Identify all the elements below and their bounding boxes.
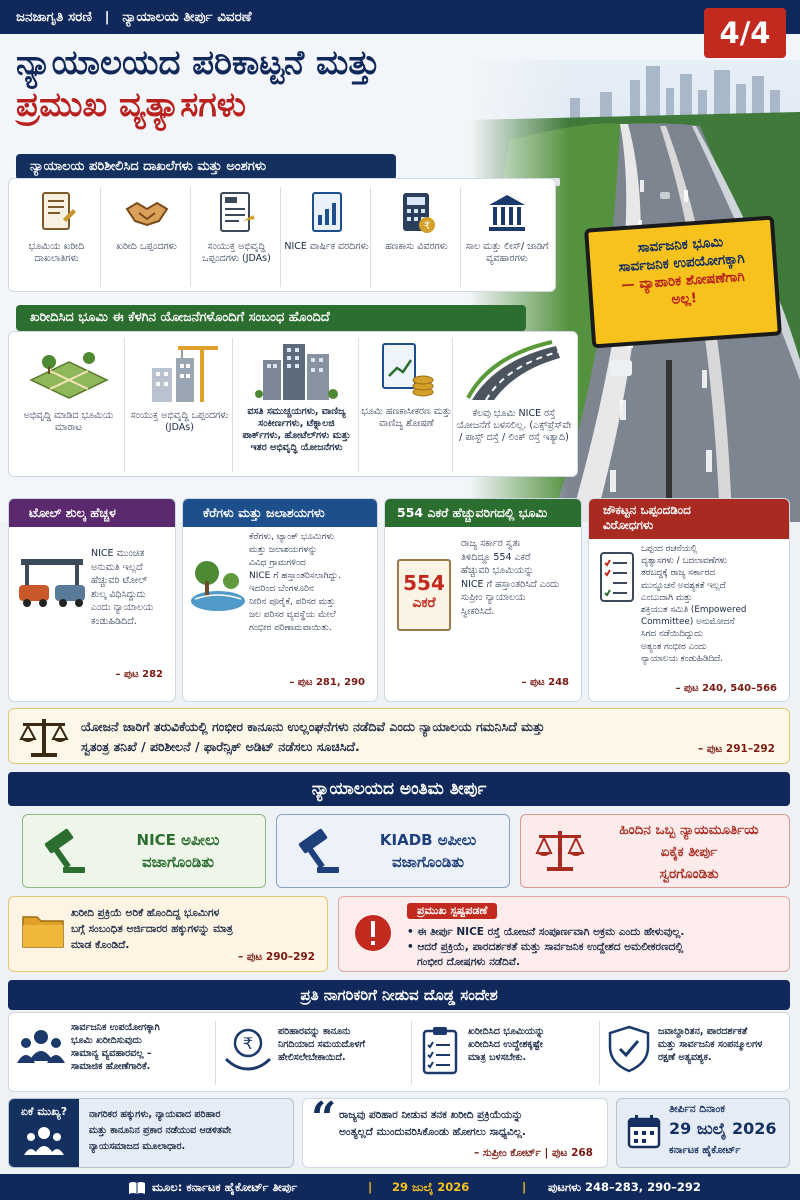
card-line: ಶುಲ್ಕ ವಿಧಿಸಿದ್ದುದು <box>91 588 146 600</box>
why-line: ನಾಗರಿಕರ ಹಕ್ಕುಗಳು, ನ್ಯಾಯವಾದ ಪರಿಹಾರ <box>89 1109 221 1120</box>
doc-item-nice-reports <box>283 187 371 287</box>
sign-line-4: ಅಲ್ಲ! <box>670 290 698 308</box>
public-land-sign <box>584 216 782 349</box>
verdict-line-1: NICE ಅಪೀಲು <box>136 831 220 849</box>
message-text <box>71 1021 160 1073</box>
supreme-court-quote <box>302 1093 608 1168</box>
message-line: ಜವಾಬ್ದಾರಿತನ, ಪಾರದರ್ಶಕತೆ <box>658 1026 748 1037</box>
message-item-accountability <box>599 1021 785 1085</box>
card-line: ಒಪ್ಪಂದ ರಚನೆಯಲ್ಲಿ <box>641 544 698 554</box>
citizen-message-panel <box>8 1012 790 1092</box>
card-line: ಗಂಭೀರ ಪರಿಣಾಮವಾಯಿತು. <box>249 623 332 633</box>
legal-violation-note <box>8 708 790 764</box>
card-body <box>249 531 341 583</box>
gavel-icon <box>291 827 341 877</box>
clarification-bullets <box>407 925 785 970</box>
document-icon <box>37 191 77 235</box>
plan-label: ವಸತಿ ಸಮುಚ್ಚಯಗಳು, ವಾಣಿಜ್ಯ ಸಂಕೀರ್ಣಗಳು, ಟೆಕ್ನಾಲಜಿ ಪಾರ್ಕ್‌ಗಳು, ಹೋಟೆಲ್‌ಗಳು ಮತ್ತು ಇತರ ಅಭಿವೃದ್ಧಿ ಯೋಜನೆಗಳು <box>242 406 351 453</box>
card-title <box>589 499 789 539</box>
bullet-text: ಈ ತೀರ್ಪು NICE ರಸ್ತೆ ಯೋಜನೆ ಸಂಪೂರ್ಣವಾಗಿ ಅಕ್ರಮ ಎಂದು ಹೇಳುವುಲ್ಲ. <box>417 926 685 938</box>
card-line: NICE ಗೆ ಹಸ್ತಾಂತರಿಸಿದೆ ಎಂದು <box>461 578 560 590</box>
doc-item-purchase-agreements <box>103 187 191 287</box>
page-ref: – ಪುಟ 282 <box>115 669 163 680</box>
card-line: ರಾಜ್ಯ ಸರ್ಕಾರ ಸ್ವತಃ <box>461 538 520 549</box>
plans-heading: ಖರೀದಿಸಿದ ಭೂಮಿ ಈ ಕೆಳಗಿನ ಯೋಜನೆಗಳೊಂದಿಗೆ ಸಂಬಂಧ ಹೊಂದಿದೆ <box>16 305 526 331</box>
plan-item-unused-land <box>455 338 573 472</box>
title-line-2: ಪ್ರಮುಖ ವ್ಯತ್ಯಾಸಗಳು <box>16 85 246 125</box>
footer <box>0 1174 800 1200</box>
plan-label: ಅಭಿವೃದ್ಧಿ ಮಾಡಿದ ಭೂಮಿಯ ಮಾರಾಟ <box>23 410 114 433</box>
page-badge: 4/4 <box>704 8 786 58</box>
card-line: ಹೆಚ್ಚುವರಿ ಭೂಮಿಯನ್ನು <box>461 565 534 576</box>
card-lakes-reservoirs <box>182 498 378 702</box>
plan-label: ಭೂಮಿ ಹಣಕಾಸೀಕರಣ ಮತ್ತು ವಾಣಿಜ್ಯ ಶೋಷಣೆ <box>361 406 452 429</box>
doc-item-finance <box>373 187 461 287</box>
card-line: NICE ಗೆ ಹಸ್ತಾಂತರಿಸಲಾಗಿದ್ದು. <box>249 571 341 581</box>
card-line: ತಿಳಿದಿದ್ದೂ 554 ಎಕರೆ <box>461 551 531 563</box>
card-line: ಕಂಡುಹಿಡಿದಿದೆ. <box>91 615 137 627</box>
card-line: ನೀರಿನ ಪೂರೈಕೆ, ಪರಿಸರ ಮತ್ತು <box>249 597 336 607</box>
card-line: ಎಂದು ನ್ಯಾಯಾಲಯ <box>91 602 154 613</box>
message-line: ರಕ್ಷಣೆ ಅತ್ಯವಶ್ಯಕ. <box>658 1052 712 1063</box>
doc-label: ಖರೀದಿ ಒಪ್ಪಂದಗಳು <box>116 241 177 252</box>
quote-text <box>339 1107 526 1141</box>
verdict-line-2: ವಜಾಗೊಂಡಿತು <box>391 853 465 871</box>
petitioner-rights-note <box>8 896 328 972</box>
judgment-date <box>616 1098 790 1168</box>
jda-document-icon <box>217 191 257 235</box>
card-toll-increase <box>8 498 176 702</box>
card-body <box>641 543 746 665</box>
legal-line-2: ಸ್ವತಂತ್ರ ತನಿಖೆ / ಪರಿಶೀಲನೆ / ಫಾರೆನ್ಸಿಕ್ ಅಡಿಟ್ ನಡೆಸಲು ಸೂಚಿಸಿದೆ. <box>81 739 360 754</box>
verdict-line-1: ಹಿಂದಿನ ಒಬ್ಬ ನ್ಯಾಯಮೂರ್ತಿಯ <box>619 822 759 838</box>
card-body <box>91 547 153 628</box>
key-clarification <box>338 896 790 972</box>
gavel-icon <box>37 827 87 877</box>
card-line: ಸುಪ್ರೀಂ ನ್ಯಾಯಾಲಯ <box>461 592 526 603</box>
verdict-text <box>353 829 503 873</box>
verdict-line-2: ವಜಾಗೊಂಡಿತು <box>141 853 215 871</box>
rights-line-1: ಖರೀದಿ ಪ್ರಕ್ರಿಯೆ ಅರಿಕೆ ಹೊಂದಿದ್ದ ಭೂಮಿಗಳ <box>71 907 220 919</box>
doc-item-land-records <box>13 187 101 287</box>
footer-source: ಮೂಲ: ಕರ್ನಾಟಕ ಹೈಕೋರ್ಟ್ ತೀರ್ಪು <box>152 1180 298 1194</box>
separator: | <box>104 9 110 25</box>
page-ref: – ಪುಟ 281, 290 <box>289 677 365 688</box>
stamp-unit: ಎಕರೆ <box>412 595 436 611</box>
legal-line-1: ಯೋಜನೆ ಜಾರಿಗೆ ತರುವಿಕೆಯಲ್ಲಿ ಗಂಭೀರ ಕಾನೂನು ಉಲ್ಲಂಘನೆಗಳು ನಡೆದಿವೆ ಎಂದು ನ್ಯಾಯಾಲಯ ಗಮನಿಸಿದೆ ಮತ್ತು <box>81 719 545 734</box>
why-tag-panel <box>9 1099 79 1167</box>
why-text <box>89 1107 231 1155</box>
card-body-2 <box>191 583 371 635</box>
message-line: ಮಾತ್ರ ಬಳಸಬೇಕು. <box>468 1052 527 1063</box>
card-line: NICE ಮುಂಚಿತ <box>91 548 145 559</box>
sign-line-2: ಸಾರ್ವಜನಿಕ ಉಪಯೋಗಕ್ಕಾಗಿ <box>618 250 746 276</box>
card-line: ಶಕ್ತಿಯುತ ಸಮಿತಿ (Empowered <box>641 605 747 616</box>
date-value: 29 ಜುಲೈ 2026 <box>669 1119 777 1138</box>
card-line: ಮುನ್ನೂಚನೆ ಅವಶ್ಯಕತೆ ಇಲ್ಲದೆ <box>641 580 726 591</box>
card-line: ವ್ಯತ್ಯಾಸಗಳು / ಬದಲಾವಣೆಗಳು <box>641 556 728 567</box>
sign-line-3: — ವ್ಯಾಪಾರಿಕ ಶೋಷಣೆಗಾಗಿ <box>620 268 746 294</box>
rights-line-2: ಬಗ್ಗೆ ಸಂಬಂಧಿತ ಅರ್ಜಿದಾರರ ಹಕ್ಕುಗಳನ್ನು ಮಾತ್ರ <box>71 923 233 935</box>
rights-line-3: ಮಾಡ ಕೊಂಡಿದೆ. <box>71 939 130 951</box>
card-line: ಕೆರೆಗಳು, ಟ್ಯಾಂಕ್ ಭೂಮಿಗಳು <box>249 532 335 542</box>
card-line: Committee) ಅನುಮೋದನೆ <box>641 617 735 628</box>
card-line: ಅತ್ಯಂತ ಗಂಭೀರ ಎಂದು <box>641 641 707 652</box>
card-line: ಜಲ ಪರಿಸರ ವ್ಯವಸ್ಥೆಯ ಮೇಲೆ <box>249 610 336 620</box>
card-line: ಹೆಚ್ಚುವರಿ ಟೋಲ್ <box>91 575 148 586</box>
message-item-social <box>17 1021 207 1085</box>
doc-label: ಭೂಮಿಯ ಖರೀದಿ ದಾಖಲಾತಿಗಳು <box>28 241 85 264</box>
card-title: ಕೆರೆಗಳು ಮತ್ತು ಜಲಾಶಯಗಳು <box>183 499 377 527</box>
footer-divider: | <box>368 1180 373 1194</box>
finance-coins-icon <box>375 340 439 400</box>
verdict-text <box>103 829 253 873</box>
sign-line-1: ಸಾರ್ವಜನಿಕ ಭೂಮಿ <box>637 234 724 257</box>
date-label: ತೀರ್ಪಿನ ದಿನಾಂಕ <box>669 1103 725 1115</box>
doc-label: ಹಣಕಾಸು ವಿವರಗಳು <box>385 241 448 252</box>
title-line-1: ನ್ಯಾಯಾಲಯದ ಪರಿಕಾಟ್ಟನೆ ಮತ್ತು <box>16 43 381 83</box>
footer-pages: ಪುಟಗಳು 248–283, 290–292 <box>548 1180 701 1194</box>
card-line: ತರಬದ್ಧಕ್ಕೆ ರಾಜ್ಯ ಸರ್ಕಾರದ <box>641 568 715 579</box>
land-plots-icon <box>27 340 111 404</box>
plans-panel <box>8 331 578 477</box>
card-554-acres <box>384 498 582 702</box>
group-icon <box>24 1125 64 1157</box>
rupee-hands-icon <box>224 1025 272 1073</box>
verdict-line-1: KIADB ಅಪೀಲು <box>379 831 477 849</box>
toll-cars-icon <box>17 557 87 611</box>
date-court: ಕರ್ನಾಟಕ ಹೈಕೋರ್ಟ್ <box>669 1145 741 1156</box>
card-line: ನ್ಯಾಯಾಲಯ ಕಂಡುಹಿಡಿದಿದೆ. <box>641 653 724 664</box>
page-ref: – ಪುಟ 248 <box>521 677 569 688</box>
message-line: ಸಾರ್ವಜನಿಕ ಉಪಯೋಗಕ್ಕಾಗಿ <box>71 1022 160 1033</box>
documents-panel <box>8 178 556 292</box>
card-title-line-1: ಜೌಕಟ್ಟನ ಒಪ್ಪಂದಡಿಂದ <box>603 503 691 517</box>
alert-icon <box>353 913 393 953</box>
verdict-single-judge <box>520 814 790 888</box>
plan-item-developments <box>235 338 359 472</box>
checklist-icon <box>597 549 637 605</box>
message-line: ಸಾಮಾಜಿಕ ಹೋಣೆಗಾರಿಕೆ. <box>71 1061 151 1072</box>
doc-item-jda <box>193 187 281 287</box>
documents-heading: ನ್ಯಾಯಾಲಯ ಪರಿಶೀಲಿಸಿದ ದಾಖಲೆಗಳು ಮತ್ತು ಅಂಶಗಳು <box>16 154 396 180</box>
footer-date: 29 ಜುಲೈ 2026 <box>392 1180 470 1194</box>
message-line: ಖರೀದಿಸಿದ ಭೂಮಿಯನ್ನು <box>468 1026 545 1037</box>
calculator-icon <box>397 191 437 235</box>
quote-mark: “ <box>311 1093 337 1144</box>
card-title: 554 ಎಕರೆ ಹೆಚ್ಚುವರಿಗದಲ್ಲಿ ಭೂಮಿ <box>385 499 581 527</box>
quote-attribution: – ಸುಪ್ರೀಂ ಕೋರ್ಟ್ | ಪುಟ 268 <box>473 1147 593 1159</box>
card-body <box>461 537 559 618</box>
rights-text <box>71 905 233 953</box>
bullet-text-cont: ಗಂಭೀರ ದೋಷಗಳು ನಡೆದಿವೆ. <box>417 956 520 968</box>
doc-item-loans <box>463 187 551 287</box>
plan-item-jda <box>127 338 233 472</box>
clarification-bullet-1: • ಈ ತೀರ್ಪು NICE ರಸ್ತೆ ಯೋಜನೆ ಸಂಪೂರ್ಣವಾಗಿ ಅಕ್ರಮ ಎಂದು ಹೇಳುವುಲ್ಲ. <box>407 926 685 938</box>
message-line: ಹೇಲಿಸಲೇಬೇಕಾಯಿದೆ. <box>278 1052 346 1063</box>
scales-icon <box>19 715 69 759</box>
message-line: ಖರೀದಿಸಿದ ಉದ್ದೇಶಕ್ಕಷ್ಟೇ <box>468 1039 543 1050</box>
clarification-bullet-2: • ಆದರೆ ಪ್ರಕ್ರಿಯೆ, ಪಾರದರ್ಶಕತೆ ಮತ್ತು ಸಾರ್ವಜನಿಕ ಉದ್ದೇಶದ ಅಮಲೀಕರಣದಲ್ಲಿ <box>407 941 684 953</box>
buildings-icon <box>255 340 339 400</box>
card-line: ಮತ್ತು ಜಲಾಶಯಗಳನ್ನು <box>249 545 318 555</box>
message-text <box>278 1025 365 1064</box>
topic-name: ನ್ಯಾಯಾಲಯ ತೀರ್ಪು ವಿವರಣೆ <box>122 9 252 25</box>
doc-label: ಸಂಯುಕ್ತ ಅಭಿವೃದ್ಧಿ ಒಪ್ಪಂದಗಳು (JDAs) <box>202 241 271 264</box>
calendar-icon <box>627 1113 661 1149</box>
card-title-line-2: ವಿರೋಧಗಳು <box>603 518 654 532</box>
why-line: ಮತ್ತು ಕಾನೂನಿನ ಪ್ರಕಾರ ನಡೆಯುವ ಆಡಳಿತವೇ <box>89 1125 232 1136</box>
why-line: ನ್ಯಾಯಸಮಾಜದ ಮೂಲಾಧಾರ. <box>89 1141 186 1152</box>
report-chart-icon <box>307 191 347 235</box>
message-line: ನಿಗದಿಯಾದ ಸಮಯದೊಳಗೆ <box>278 1039 366 1050</box>
message-text <box>658 1025 762 1064</box>
message-line: ಮತ್ತು ಸಾರ್ವಜನಿಕ ಸಂಪನ್ಮೂಲಗಳ <box>658 1039 763 1050</box>
final-verdict-heading: ನ್ಯಾಯಾಲಯದ ಅಂತಿಮ ತೀರ್ಪು <box>8 772 790 806</box>
citizen-message-heading: ಪ್ರತಿ ನಾಗರಿಕರಿಗೆ ನೀಡುವ ದೊಡ್ಡ ಸಂದೇಶ <box>8 980 790 1010</box>
card-contract-violations <box>588 498 790 702</box>
card-line: ಎಂಬುದಾಗಿ ಮತ್ತು <box>641 592 693 603</box>
card-line: ಸ್ವೀಕರಿಸಿದೆ. <box>461 605 495 617</box>
doc-label: NICE ವಾರ್ಷಿಕ ವರದಿಗಳು <box>284 241 369 252</box>
plan-label: ಸಂಯುಕ್ತ ಅಭಿವೃದ್ಧಿ ಒಪ್ಪಂದಗಳು (JDAs) <box>130 410 229 433</box>
verdict-line-2: ಏಕೈಕ ತೀರ್ಪು <box>660 844 718 860</box>
handshake-icon <box>125 191 169 235</box>
construction-crane-icon <box>138 340 222 404</box>
why-tag: ಏಕೆ ಮುಖ್ಯ? <box>20 1105 68 1118</box>
series-label <box>16 0 252 34</box>
road-icon <box>466 340 562 402</box>
card-line: ಸಿಗದ ನಡೆಯಿದಿದ್ದುದು <box>641 629 703 640</box>
message-line: ಸಾಮಾನ್ಯ ವ್ಯವಹಾರವಲ್ಲ – <box>71 1048 152 1059</box>
footer-divider: | <box>522 1180 527 1194</box>
svg-text:₹: ₹ <box>242 1034 254 1053</box>
verdict-line-3: ಸ್ವರಗೊಂಡಿತು <box>659 866 719 882</box>
why-important <box>8 1098 294 1168</box>
legal-text <box>81 717 545 757</box>
verdict-nice-appeal <box>22 814 266 888</box>
message-line: ಪರಿಹಾರವನ್ನು ಕಾನೂನು <box>278 1026 351 1037</box>
people-icon <box>17 1027 65 1071</box>
series-name: ಜನಜಾಗೃತಿ ಸರಣಿ <box>16 9 92 25</box>
verdict-kiadb-appeal <box>276 814 510 888</box>
plan-label: ಕೆಲವು ಭೂಮಿ NICE ರಸ್ತೆ ಯೋಜನೆಗೆ ಬಳಸಲಿಲ್ಲ. (ಎಕ್ಸ್‌ಪ್ರೆಸ್‌ವೇ / ಪಾಸ್ಟ್ ದಸ್ತೆ / ಲಿಂಕ್ ರಸ್ತೆ ಇತ್ಯಾದಿ) <box>456 408 572 443</box>
svg-text:₹: ₹ <box>423 221 430 232</box>
message-line: ಭೂಮಿ ಖರೀದಿಸುವುದು <box>71 1035 142 1046</box>
message-item-compensation <box>215 1021 403 1085</box>
page-ref: – ಪುಟ 291–292 <box>697 743 775 755</box>
page-ref: – ಪುಟ 290–292 <box>237 951 315 963</box>
shield-handshake-icon <box>606 1025 652 1073</box>
stamp-number: 554 <box>403 571 445 595</box>
scales-icon <box>535 827 585 875</box>
clarification-tag: ಪ್ರಮುಖ ಸ್ಪಷ್ಟಪಡಣೆ <box>407 903 497 919</box>
plan-item-finance <box>361 338 453 472</box>
bank-icon <box>485 191 529 235</box>
554-acres-document-icon <box>397 559 451 631</box>
page-ref: – ಪುಟ 240, 540–566 <box>675 683 777 694</box>
plan-item-land-sale <box>13 338 125 472</box>
doc-label: ಸಾಲ ಮತ್ತು ಲೀಸ್/ ಜಾಡಿಗೆ ವ್ಯವಹಾರಗಳು <box>465 241 549 264</box>
card-line: ಇದರಿಂದ ಬೆಂಗಳೂರಿನ <box>249 584 314 594</box>
quote-line-1: ರಾಜ್ಯವು ಪರಿಹಾರ ನೀಡುವ ತನಕ ಖರೀದಿ ಪ್ರಕ್ರಿಯೆಯನ್ನು <box>339 1109 523 1121</box>
card-line: ಅನುಮತಿ ಇಲ್ಲದೆ <box>91 561 143 573</box>
folder-icon <box>21 911 65 949</box>
card-title: ಟೋಲ್ ಶುಲ್ಕ ಹೆಚ್ಚಳ <box>9 499 175 527</box>
message-text <box>468 1025 545 1064</box>
clipboard-icon <box>420 1025 460 1075</box>
page-title <box>16 42 486 126</box>
message-item-land-use <box>411 1021 591 1085</box>
quote-line-2: ಅಂತ್ಯಲ್ಲದೆ ಮುಂದುವರಿಸಿಕೊಂಡು ಹೋಗಲು ಸಾಧ್ಯವಿಲ್ಲ. <box>339 1126 526 1138</box>
bullet-text: ಆದರೆ ಪ್ರಕ್ರಿಯೆ, ಪಾರದರ್ಶಕತೆ ಮತ್ತು ಸಾರ್ವಜನಿಕ ಉದ್ದೇಶದ ಅಮಲೀಕರಣದಲ್ಲಿ <box>417 941 684 953</box>
verdict-text <box>591 819 787 885</box>
card-line: ವಿವಿಧ ಗ್ರಾಮಗಳಿಂದ <box>249 558 306 568</box>
book-icon <box>128 1174 146 1200</box>
